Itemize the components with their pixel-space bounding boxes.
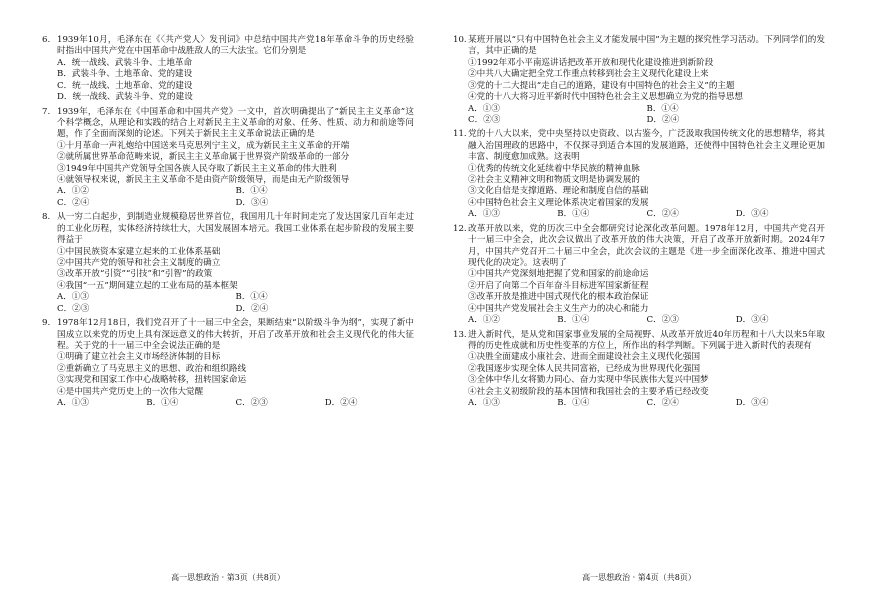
statement: ④就领导权来说，新民主主义革命不是由资产阶级领导，而是由无产阶级领导 (57, 175, 350, 186)
answer-choice: D．②④ (324, 398, 358, 409)
answer-choice: C．②④ (646, 209, 679, 220)
statement: ①中国民族资本家建立起来的工业体系基础 (57, 246, 221, 257)
statement: ④社会主义初级阶段的基本国情和我国社会的主要矛盾已经改变 (468, 386, 709, 397)
question-stem: 进入新时代，是从党和国家事业发展的全局视野、从改革开放近40年历程和十八大以来5年取得的历史性成就和历史性变革的方位上，所作出的科学判断。下列属于进入新时代的表现有 (468, 329, 825, 351)
answer-choice: B．①④ (557, 209, 590, 220)
answer-choice: A．①③ (468, 209, 500, 220)
answer-choice: D．②④ (235, 303, 269, 314)
statement: ①十月革命一声礼炮给中国送来马克思列宁主义，成为新民主主义革命的开端 (57, 140, 350, 151)
statement: ④党的十八大将习近平新时代中国特色社会主义思想确立为党的指导思想 (468, 92, 744, 103)
statement: ②开启了向第二个百年奋斗目标进军国家新征程 (468, 280, 649, 291)
answer-choice: C．②④ (646, 398, 679, 409)
question-number: 11. (453, 129, 467, 140)
question-number: 12. (453, 223, 467, 234)
statement: ③1949年中国共产党领导全国各族人民夺取了新民主主义革命的伟大胜利 (57, 163, 337, 174)
statement: ②社会主义精神文明和物质文明是协调发展的 (468, 175, 640, 186)
statement: ④中国共产党发展社会主义生产力的决心和能力 (468, 303, 649, 314)
answer-choices (42, 186, 414, 209)
question-stem: 某班开展以“只有中国特色社会主义才能发展中国”为主题的探究性学习活动。下列同学们的发言，其中正确的是 (468, 35, 825, 57)
question-stem: 从一穷二白起步，到制造业规模稳居世界首位，我国用几十年时间走完了发达国家几百年走过的工业化历程，实体经济持续壮大，大国发展固本培元。我国工业体系在起步阶段的发展主要得益于 (57, 212, 414, 246)
answer-choice: A．①③ (57, 292, 89, 303)
right-column (453, 35, 825, 413)
statement: ①中国共产党深刻地把握了党和国家的前途命运 (468, 269, 649, 280)
statement: ④中国特色社会主义理论体系决定着国家的发展 (468, 197, 649, 208)
statement: ③文化自信是支撑道路、理论和制度自信的基础 (468, 186, 649, 197)
question-12 (453, 224, 825, 327)
page-footer-left: 高一思想政治 · 第3页（共8页） (171, 573, 285, 582)
statement: ②我国逐步实现全体人民共同富裕，已经成为世界现代化强国 (468, 363, 701, 374)
answer-choice: D．②④ (646, 114, 680, 125)
question-stem: 党的十八大以来，党中央坚持以史资政、以古鉴今，广泛汲取我国传统文化的思想精华，将其融入治国理政的思路中，不仅探寻到适合本国的发展道路，还使得中国特色社会主义理论更加丰富、制度愈加成熟。这表明 (468, 129, 825, 163)
answer-choice: C．②④ (57, 197, 90, 208)
statement: ②中共八大确定把全党工作重点转移到社会主义现代化建设上来 (468, 69, 709, 80)
question-number: 9. (42, 318, 51, 329)
answer-choice: C．②③ (646, 315, 679, 326)
statement: ②就所属世界革命范畴来说，新民主主义革命属于世界资产阶级革命的一部分 (57, 152, 350, 163)
question-stem: 1939年，毛泽东在《中国革命和中国共产党》一文中，首次明确提出了“新民主主义革命”这个科学概念，从理论和实践的结合上对新民主主义革命的对象、任务、性质、动力和前途等问题，作了全面而深刻的论述。下列关于新民主主义革命说法正确的是 (57, 106, 414, 140)
question-stem: 1978年12月18日，我们党召开了十一届三中全会，果断结束“以阶级斗争为纲”，实现了新中国成立以来党的历史上具有深远意义的伟大转折，开启了改革开放和社会主义现代化的伟大征程。关于党的十一届三中全会说法正确的是 (57, 318, 414, 351)
question-7 (42, 107, 414, 210)
option: C．统一战线、土地革命、党的建设 (57, 80, 193, 91)
question-11 (453, 129, 825, 220)
statement: ①1992年邓小平南巡讲话把改革开放和现代化建设推进到新阶段 (468, 57, 714, 68)
statement: ④我国“一五”期间建立起的工业布局的基本框架 (57, 280, 238, 291)
question-number: 7. (42, 106, 51, 117)
answer-choice: B．①④ (235, 292, 268, 303)
answer-choice: B．①④ (557, 398, 590, 409)
question-number: 13. (453, 329, 467, 340)
answer-choice: B．①④ (235, 186, 268, 197)
answer-choice: B．①④ (557, 315, 590, 326)
answer-choice: A．①② (468, 315, 500, 326)
answer-choice: C．②③ (235, 398, 268, 409)
question-9 (42, 318, 414, 409)
statement: ②中国共产党的领导和社会主义制度的确立 (57, 258, 221, 269)
answer-choice: A．①③ (468, 103, 500, 114)
question-number: 6. (42, 35, 51, 45)
statement: ③改革开放“引资”“引技”和“引智”的政策 (57, 269, 213, 280)
answer-choices (453, 104, 825, 127)
option: A．统一战线、武装斗争、土地革命 (57, 57, 193, 68)
statement: ①优秀的传统文化延续着中华民族的精神血脉 (468, 163, 640, 174)
question-stem: 改革开放以来，党的历次三中全会都研究讨论深化改革问题。1978年12月，中国共产党召开十一届三中全会，此次会议做出了改革开放的伟大决策，开启了改革开放新时期。2024年7月，中国共产党召开二十届三中全会，此次会议的主题是《进一步全面深化改革、推进中国式现代化的决定》。这表明了 (468, 223, 825, 269)
question-13 (453, 330, 825, 410)
answer-choice: D．③④ (735, 315, 769, 326)
question-number: 8. (42, 212, 51, 223)
answer-choice: B．①④ (146, 398, 179, 409)
statement: ③全体中华儿女将勠力同心、奋力实现中华民族伟大复兴中国梦 (468, 375, 709, 386)
answer-choice: D．③④ (735, 209, 769, 220)
answer-choices (42, 292, 414, 315)
answer-choices (453, 209, 825, 220)
question-10 (453, 35, 825, 126)
statement: ④是中国共产党历史上的一次伟大觉醒 (57, 386, 204, 397)
question-8 (42, 212, 414, 315)
question-number: 10. (453, 35, 467, 45)
option: D．统一战线、武装斗争、党的建设 (57, 92, 193, 103)
statement: ③改革开放是推进中国式现代化的根本政治保证 (468, 292, 649, 303)
statement: ②重新确立了马克思主义的思想、政治和组织路线 (57, 363, 247, 374)
question-6 (42, 35, 414, 104)
statement: ①决胜全面建成小康社会、进而全面建设社会主义现代化强国 (468, 352, 701, 363)
answer-choice: B．①④ (646, 103, 679, 114)
answer-choice: C．②③ (468, 114, 501, 125)
statement: ①明确了建立社会主义市场经济体制的目标 (57, 352, 221, 363)
answer-choices (453, 315, 825, 326)
statement: ③实现党和国家工作中心战略转移，扭转国家命运 (57, 375, 247, 386)
answer-choice: A．①② (57, 186, 89, 197)
page-footer-right: 高一思想政治 · 第4页（共8页） (582, 573, 696, 582)
left-column (42, 35, 414, 413)
answer-choice: D．③④ (735, 398, 769, 409)
answer-choices (453, 398, 825, 409)
answer-choices (42, 398, 414, 409)
answer-choice: A．①③ (468, 398, 500, 409)
answer-choice: D．③④ (235, 197, 269, 208)
option: B．武装斗争、土地革命、党的建设 (57, 69, 193, 80)
question-stem: 1939年10月，毛泽东在《〈共产党人〉发刊词》中总结中国共产党18年革命斗争的历史经验时指出中国共产党在中国革命中战胜敌人的三大法宝。它们分别是 (57, 35, 414, 57)
answer-choice: C．②③ (57, 303, 90, 314)
statement: ③党的十二大提出“走自己的道路，建设有中国特色的社会主义”的主题 (468, 80, 735, 91)
answer-choice: A．①③ (57, 398, 89, 409)
